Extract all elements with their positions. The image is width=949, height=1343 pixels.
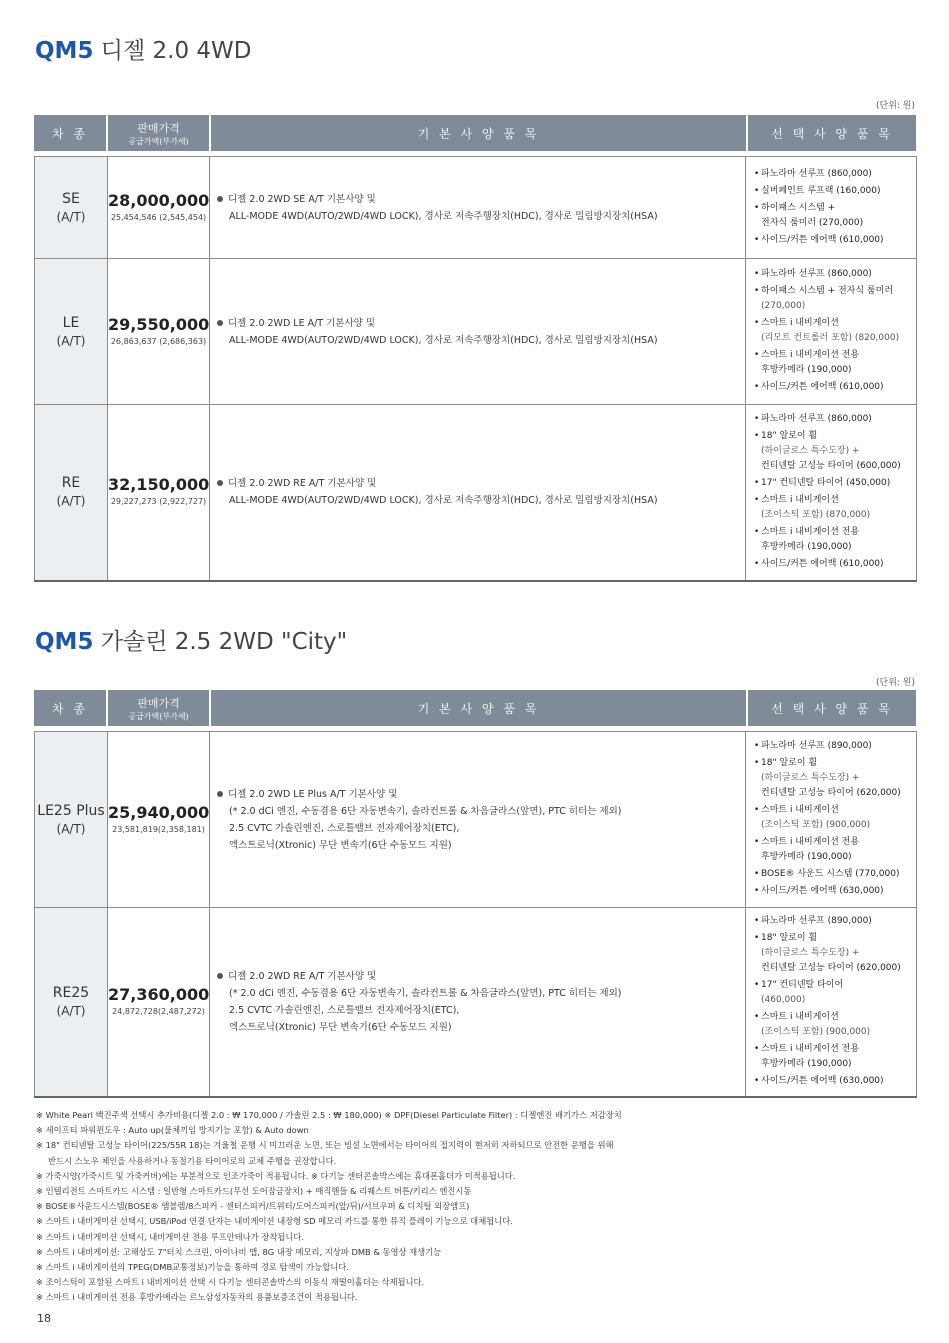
option-text: • 스마트 i 내비게이션 — [761, 318, 839, 328]
option-list — [754, 167, 912, 248]
trim-cell — [35, 157, 108, 259]
footnote: ※ 스마트 i 내비게이션 선택시, USB/iPod 연결 단자는 내비게이션 내장형 SD 메모리 카드를 통한 뮤직 플레이 기능으로 대체됩니다. — [36, 1216, 513, 1227]
basic-spec-title: 디젤 2.0 2WD SE A/T 기본사양 및 — [228, 191, 745, 208]
option-item — [754, 380, 912, 395]
supply-price: 26,863,637 (2,686,363) — [110, 336, 207, 346]
trim-transmission: (A/T) — [56, 333, 86, 348]
option-item — [754, 316, 912, 346]
section-1-title-rest: 디젤 2.0 4WD — [93, 38, 252, 64]
option-text: • 18" 알로이 휠 — [761, 933, 818, 943]
supply-price: 25,454,546 (2,545,454) — [110, 212, 207, 222]
section-1-title — [35, 32, 252, 65]
option-text: • 스마트 i 내비게이션 전용 — [761, 837, 860, 847]
basic-spec-title: 디젤 2.0 2WD LE Plus A/T 기본사양 및 — [228, 786, 745, 803]
section-1-spec-table — [34, 156, 917, 582]
header-option-label: 선 택 사 양 품 목 — [771, 701, 893, 716]
basic-spec-cell — [210, 259, 746, 405]
option-text: • 사이드/커튼 에어백 (630,000) — [761, 1076, 884, 1086]
option-item — [754, 267, 912, 282]
option-text: 컨티넨탈 고성능 타이어 (620,000) — [761, 788, 901, 798]
price-cell — [108, 405, 210, 581]
option-text: • 파노라마 선루프 (860,000) — [761, 168, 872, 179]
option-item — [754, 803, 912, 833]
trim-cell — [35, 908, 108, 1098]
option-text: 후방카메라 (190,000) — [761, 541, 852, 552]
option-item — [754, 284, 912, 314]
footnote: ※ 인텔리전트 스마트카드 시스템 : 일반형 스마트카드(무선 도어잠금장치) + 매직핸들 & 리퀘스트 버튼/키리스 엔진시동 — [36, 1186, 472, 1197]
option-text: (270,000) — [761, 301, 806, 311]
trim-name: RE25 — [52, 985, 90, 1001]
footnotes — [36, 1108, 916, 1306]
option-text: • 스마트 i 내비게이션 전용 — [761, 526, 860, 537]
price-value: 29,550,000 — [108, 314, 210, 334]
section-2-title-rest: 가솔린 2.5 2WD "City" — [93, 629, 348, 655]
option-text: • 17" 컨티넨탈 타이어 (450,000) — [761, 477, 891, 488]
section-2-brand: QM5 — [35, 629, 94, 655]
trim-cell — [35, 405, 108, 581]
basic-spec-line: 엑스트로닉(Xtronic) 무단 변속기(6단 수동모드 지원) — [229, 1022, 452, 1033]
option-item — [754, 739, 912, 754]
section-1-unit: (단위: 원) — [876, 101, 915, 111]
option-text: • 실버페인트 루프랙 (160,000) — [761, 185, 881, 196]
option-text: • 파노라마 선루프 (860,000) — [761, 413, 872, 424]
option-text: • 파노라마 선루프 (860,000) — [761, 269, 872, 279]
page-number: 18 — [37, 1312, 51, 1325]
option-item — [754, 835, 912, 865]
header-trim-label: 차 종 — [52, 701, 88, 716]
header-option-label: 선 택 사 양 품 목 — [771, 126, 893, 141]
section-2-title — [35, 623, 347, 656]
supply-price: 23,581,819(2,358,181) — [112, 824, 205, 834]
basic-spec-line: 엑스트로닉(Xtronic) 무단 변속기(6단 수동모드 지원) — [229, 839, 452, 851]
spec-row — [35, 157, 917, 259]
option-list — [754, 914, 912, 1089]
option-text: • 스마트 i 내비게이션 — [761, 494, 839, 505]
option-item — [754, 525, 912, 555]
option-item — [754, 429, 912, 474]
price-value: 32,150,000 — [108, 475, 210, 495]
option-item — [754, 476, 912, 491]
basic-spec-line: ALL-MODE 4WD(AUTO/2WD/4WD LOCK), 경사로 저속주행장치(HDC), 경사로 밀림방지장치(HSA) — [229, 334, 658, 346]
section-1-brand: QM5 — [35, 38, 94, 64]
option-text: 후방카메라 (190,000) — [761, 365, 852, 375]
footnote: ※ 스마트 i 내비게이션 선택시, 내비게이션 전용 루프안테나가 장착됩니다. — [36, 1231, 305, 1242]
option-text: • 17" 컨티넨탈 타이어 — [761, 980, 844, 990]
price-cell — [108, 259, 210, 405]
option-item — [754, 978, 912, 1008]
spec-row — [35, 908, 917, 1098]
option-cell — [746, 908, 917, 1098]
option-text: • 파노라마 선루프 (890,000) — [761, 741, 872, 751]
header-trim — [34, 690, 106, 726]
footnote: 반드시 스노우 체인을 사용하거나 동절기용 타이어로의 교체 주행을 권장합니다. — [48, 1155, 337, 1166]
footnote: ※ 스마트 i 내비게이션 전용 후방카메라는 르노삼성자동차의 용품보증조건이 적용됩니다. — [36, 1292, 358, 1303]
header-price-label: 판매가격 — [137, 696, 180, 710]
footnote: ※ 18" 컨티넨탈 고성능 타이어(225/55R 18)는 겨울철 운행 시 미끄러운 노면, 또는 빙설 노면에서는 타이어의 접지력이 현저히 저하되므로 안전한 운행을 위해 — [36, 1140, 614, 1151]
price-value: 27,360,000 — [108, 985, 210, 1004]
trim-name: RE — [61, 475, 81, 492]
basic-spec-cell — [210, 405, 746, 581]
basic-spec-line: 2.5 CVTC 가솔린엔진, 스로틀밸브 전자제어장치(ETC), — [229, 1005, 460, 1016]
option-text: 컨티넨탈 고성능 타이어 (600,000) — [761, 460, 901, 471]
footnote: ※ 세이프티 파워윈도우 : Auto up(물체끼임 방지기능 포함) & Auto down — [36, 1125, 309, 1136]
option-item — [754, 867, 912, 882]
option-text: • 스마트 i 내비게이션 — [761, 1012, 839, 1022]
trim-cell — [35, 259, 108, 405]
footnote: ※ 조이스틱이 포함된 스마트 i 내비게이션 선택 시 다기능 센터콘솔박스의 이동식 재떨이홀더는 삭제됩니다. — [36, 1277, 425, 1288]
option-text: (조이스틱 포함) (900,000) — [761, 820, 871, 830]
option-item — [754, 756, 912, 801]
option-cell — [746, 157, 917, 259]
option-text: • 사이드/커튼 에어백 (610,000) — [761, 382, 884, 392]
option-item — [754, 931, 912, 976]
option-item — [754, 184, 912, 199]
option-text: • 사이드/커튼 에어백 (630,000) — [761, 886, 884, 896]
option-text: • 18" 알로이 휠 — [761, 430, 818, 441]
header-price-label: 판매가격 — [137, 121, 180, 135]
option-item — [754, 493, 912, 523]
option-text: • 파노라마 선루프 (890,000) — [761, 916, 872, 926]
option-list — [754, 412, 912, 572]
basic-spec-line: ALL-MODE 4WD(AUTO/2WD/4WD LOCK), 경사로 저속주행장치(HDC), 경사로 밀림방지장치(HSA) — [229, 495, 658, 507]
basic-spec-cell — [210, 732, 746, 908]
basic-spec-line: (* 2.0 dCi 엔진, 수동겸용 6단 자동변속기, 솔라컨트롤 & 차음글라스(앞면), PTC 히터는 제외) — [229, 805, 622, 817]
option-text: (하이글로스 특수도장) + — [761, 445, 860, 456]
option-text: 전자식 룸미러 (270,000) — [761, 217, 864, 228]
section-2-spec-table — [34, 731, 917, 1098]
header-basic — [211, 115, 746, 151]
option-list — [754, 739, 912, 899]
header-price-sub: 공급가액(부가세) — [128, 136, 189, 146]
option-item — [754, 412, 912, 427]
footnote: ※ 스마트 i 내비게이션: 고해상도 7"터치 스크린, 아이나비 맵, 8G 내장 메모리, 지상파 DMB & 동영상 재생기능 — [36, 1246, 442, 1257]
option-text: • BOSE® 사운드 시스템 (770,000) — [761, 869, 900, 879]
option-text: • 스마트 i 내비게이션 전용 — [761, 1044, 860, 1054]
option-item — [754, 348, 912, 378]
header-basic — [211, 690, 746, 726]
trim-name: SE — [62, 190, 80, 207]
option-item — [754, 557, 912, 572]
option-item — [754, 1010, 912, 1040]
price-value: 28,000,000 — [108, 190, 210, 210]
option-item — [754, 1074, 912, 1089]
price-cell — [108, 732, 210, 908]
header-price — [108, 690, 209, 726]
header-option — [748, 690, 916, 726]
price-cell — [108, 157, 210, 259]
option-text: (하이글로스 특수도장) + — [761, 948, 860, 958]
option-text: • 사이드/커튼 에어백 (610,000) — [761, 234, 884, 245]
option-text: 후방카메라 (190,000) — [761, 852, 852, 862]
spec-row — [35, 405, 917, 581]
option-item — [754, 233, 912, 248]
section-2-unit: (단위: 원) — [876, 678, 915, 688]
basic-spec-title: 디젤 2.0 2WD RE A/T 기본사양 및 — [228, 968, 745, 985]
option-list — [754, 267, 912, 395]
option-text: • 사이드/커튼 에어백 (610,000) — [761, 558, 884, 569]
option-item — [754, 914, 912, 929]
option-cell — [746, 259, 917, 405]
option-text: • 스마트 i 내비게이션 — [761, 805, 839, 815]
option-text: • 18" 알로이 휠 — [761, 758, 818, 768]
option-text: • 하이패스 시스템 + 전자식 룸미러 — [761, 286, 894, 296]
option-cell — [746, 732, 917, 908]
trim-transmission: (A/T) — [56, 209, 86, 224]
basic-spec-line: (* 2.0 dCi 엔진, 수동겸용 6단 자동변속기, 솔라컨트롤 & 차음글라스(앞면), PTC 히터는 제외) — [229, 988, 622, 999]
option-item — [754, 167, 912, 182]
section-2-header — [34, 690, 916, 726]
supply-price: 24,872,728(2,487,272) — [112, 1007, 205, 1016]
header-trim-label: 차 종 — [52, 126, 88, 141]
option-text: • 스마트 i 내비게이션 전용 — [761, 350, 860, 360]
option-text: 후방카메라 (190,000) — [761, 1059, 852, 1069]
option-text: • 하이패스 시스템 + — [761, 202, 836, 213]
trim-transmission: (A/T) — [56, 1004, 86, 1018]
footnote: ※ BOSE®사운드시스템(BOSE® 앰블렘/8스피커 - 센터스피커/트위터/도어스피커(앞/뒤)/서브우퍼 & 디지털 외장앰프) — [36, 1201, 470, 1212]
footnote: ※ White Pearl 백진주색 선택시 추가비용(디젤 2.0 : ₩ 170,000 / 가솔린 2.5 : ₩ 180,000) ※ DPF(Diesel Particulate Filter) : 디젤엔진 배기가스 저감장치 — [36, 1110, 622, 1120]
option-text: (조이스틱 포함) (870,000) — [761, 509, 871, 520]
option-text: 컨티넨탈 고성능 타이어 (620,000) — [761, 963, 901, 973]
option-item — [754, 1042, 912, 1072]
header-basic-label: 기 본 사 양 품 목 — [417, 126, 540, 141]
option-cell — [746, 405, 917, 581]
basic-spec-line: ALL-MODE 4WD(AUTO/2WD/4WD LOCK), 경사로 저속주행장치(HDC), 경사로 밀림방지장치(HSA) — [229, 210, 658, 222]
basic-spec-title: 디젤 2.0 2WD LE A/T 기본사양 및 — [228, 315, 745, 332]
spec-row — [35, 259, 917, 405]
footnote: ※ 가죽시양(가죽시트 및 가죽커버)에는 부분적으로 인조가죽이 적용됩니다. ※ 다기능 센터콘솔박스에는 휴대폰홀더가 미적용됩니다. — [36, 1170, 516, 1181]
option-item — [754, 201, 912, 231]
basic-spec-cell — [210, 908, 746, 1098]
trim-name: LE25 Plus — [37, 802, 105, 819]
trim-transmission: (A/T) — [56, 494, 86, 509]
trim-transmission: (A/T) — [56, 821, 86, 836]
option-text: (하이글로스 특수도장) + — [761, 773, 860, 783]
option-text: (리모트 컨트롤러 포함) (820,000) — [761, 333, 900, 343]
header-basic-label: 기 본 사 양 품 목 — [417, 701, 540, 716]
option-item — [754, 884, 912, 899]
spec-row — [35, 732, 917, 908]
option-text: (조이스틱 포함) (900,000) — [761, 1027, 871, 1037]
basic-spec-title: 디젤 2.0 2WD RE A/T 기본사양 및 — [228, 475, 745, 492]
price-cell — [108, 908, 210, 1098]
header-price-sub: 공급가액(부가세) — [128, 711, 189, 721]
footnote: ※ 스마트 i 내비게이션의 TPEG(DMB교통정보)기능을 통하여 경로 탐색이 가능합니다. — [36, 1262, 349, 1273]
basic-spec-line: 2.5 CVTC 가솔린엔진, 스로틀밸브 전자제어장치(ETC), — [229, 822, 460, 834]
option-text: (460,000) — [761, 995, 806, 1005]
trim-name: LE — [62, 314, 80, 331]
supply-price: 29,227,273 (2,922,727) — [110, 497, 207, 507]
header-price — [108, 115, 209, 151]
trim-cell — [35, 732, 108, 908]
header-trim — [34, 115, 106, 151]
basic-spec-cell — [210, 157, 746, 259]
price-value: 25,940,000 — [108, 802, 210, 822]
header-option — [748, 115, 916, 151]
section-1-header — [34, 115, 916, 151]
